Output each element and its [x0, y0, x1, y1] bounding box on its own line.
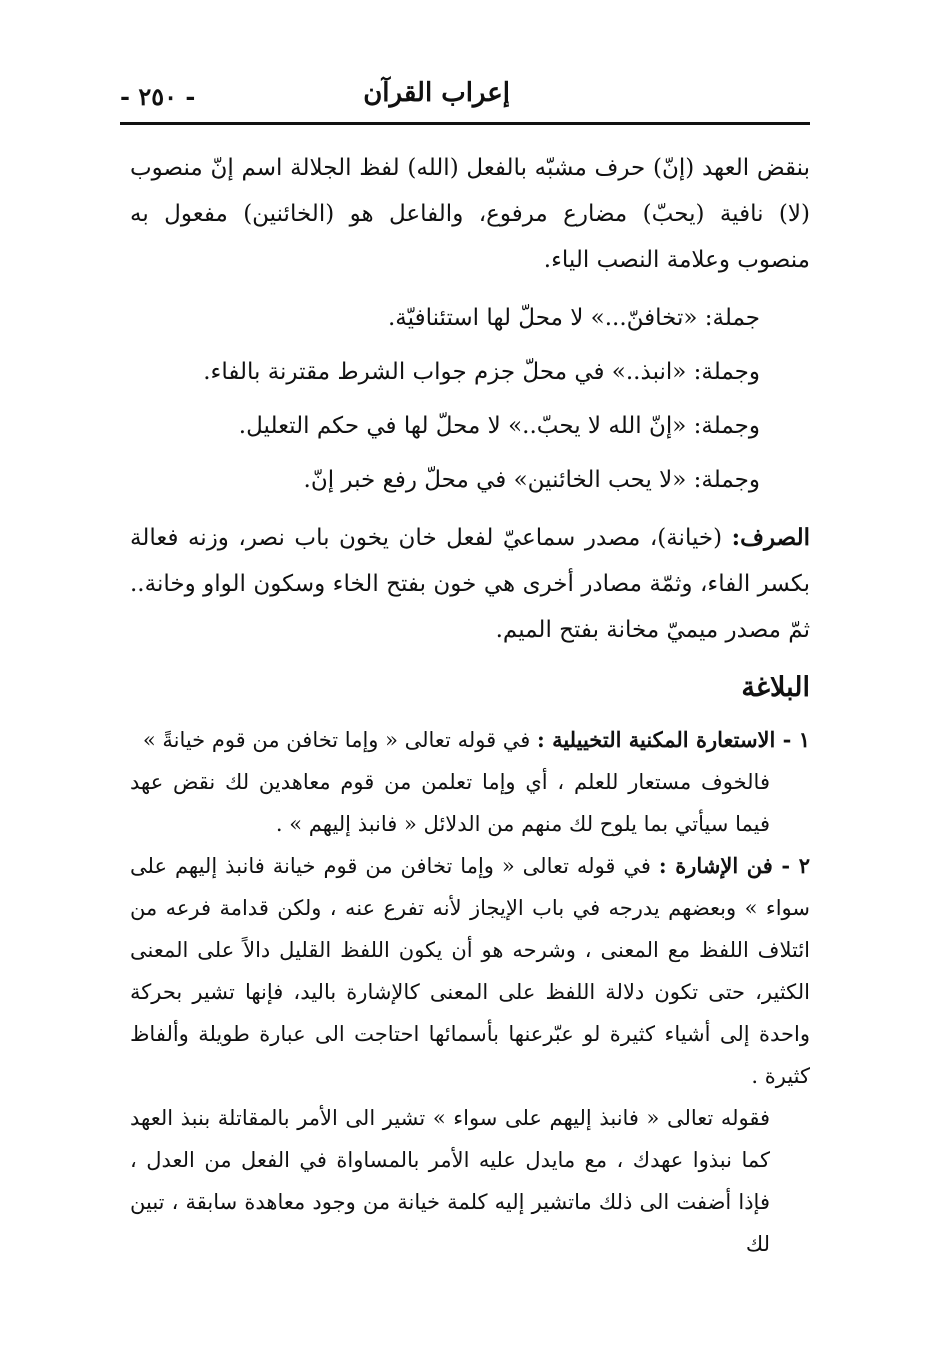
- page-body: [130, 145, 810, 1265]
- balagha-item: [130, 845, 810, 1097]
- intro-line: (لا) نافية (يحبّ) مضارع مرفوع، والفاعل هو (الخائنين) مفعول به: [130, 201, 810, 227]
- page-number: - ٢٥٠ -: [120, 82, 196, 111]
- balagha-item-body: فالخوف مستعار للعلم ، أي وإما تعلمن من قوم معاهدين لك نقض عهد فيما سيأتي بما يلوح لك منهم من الدلائل « فانبذ إليهم » .: [130, 770, 770, 836]
- intro-paragraph: [130, 145, 810, 283]
- page-header: [120, 70, 810, 125]
- sentence-analysis: وجملة: «لا يحب الخائنين» في محلّ رفع خبر إنّ.: [303, 467, 760, 493]
- sarf-paragraph: [130, 515, 810, 653]
- header-divider: [120, 122, 810, 125]
- intro-line: منصوب وعلامة النصب الياء.: [543, 247, 810, 273]
- intro-line: بنقض العهد (إنّ) حرف مشبّه بالفعل (الله) لفظ الجلالة اسم إنّ منصوب: [130, 155, 810, 181]
- balagha-item-lead: ١ - الاستعارة المكنية التخييلية :: [537, 727, 810, 752]
- book-title: إعراب القرآن: [363, 78, 510, 108]
- balagha-item-first: في قوله تعالى « وإما تخافن من قوم خيانةً »: [142, 728, 538, 752]
- balagha-item-first: في قوله تعالى « وإما تخافن من قوم خيانة فانبذ إليهم على سواء » وبعضهم يدرجه في باب الإيجاز لأنه تفرع عنه ، ولكن قدامة فرعه من ائتلاف اللفظ مع المعنى ، وشرحه هو أن يكون اللفظ القليل دالاً على المعنى الكثير، حتى تكون دلالة اللفظ على المعنى كالإشارة باليد، فإنها تشير بحركة واحدة إلى أشياء كثيرة لو عبّرعنها بأسمائها احتاجت الى عبارة طويلة وألفاظ كثيرة .: [130, 854, 810, 1088]
- balagha-item-lead: ٢ - فن الإشارة :: [658, 853, 811, 878]
- sarf-label: الصرف:: [731, 524, 810, 551]
- sentence-analysis: وجملة: «انبذ..» في محلّ جزم جواب الشرط مقترنة بالفاء.: [203, 359, 760, 385]
- sarf-text: (خيانة)، مصدر سماعيّ لفعل خان يخون باب نصر، وزنه فعالة بكسر الفاء، وثمّة مصادر أخرى هي خون بفتح الخاء وسكون الواو وخانة.. ثمّ مصدر ميميّ مخانة بفتح الميم.: [130, 525, 810, 643]
- balagha-item-body: فقوله تعالى « فانبذ إليهم على سواء » تشير الى الأمر بالمقاتلة بنبذ العهد كما نبذوا عهدك ، مع مايدل عليه الأمر بالمساواة في الفعل من العدل ، فإذا أضفت الى ذلك ماتشير إليه كلمة خيانة من وجود معاهدة سابقة ، تبين لك: [130, 1106, 770, 1256]
- sentence-analysis: جملة: «تخافنّ...» لا محلّ لها استئنافيّة.: [388, 305, 760, 331]
- balagha-item: [130, 719, 810, 761]
- balagha-heading: البلاغة: [741, 672, 810, 703]
- sentence-analysis: وجملة: «إنّ الله لا يحبّ..» لا محلّ لها في حكم التعليل.: [238, 413, 760, 439]
